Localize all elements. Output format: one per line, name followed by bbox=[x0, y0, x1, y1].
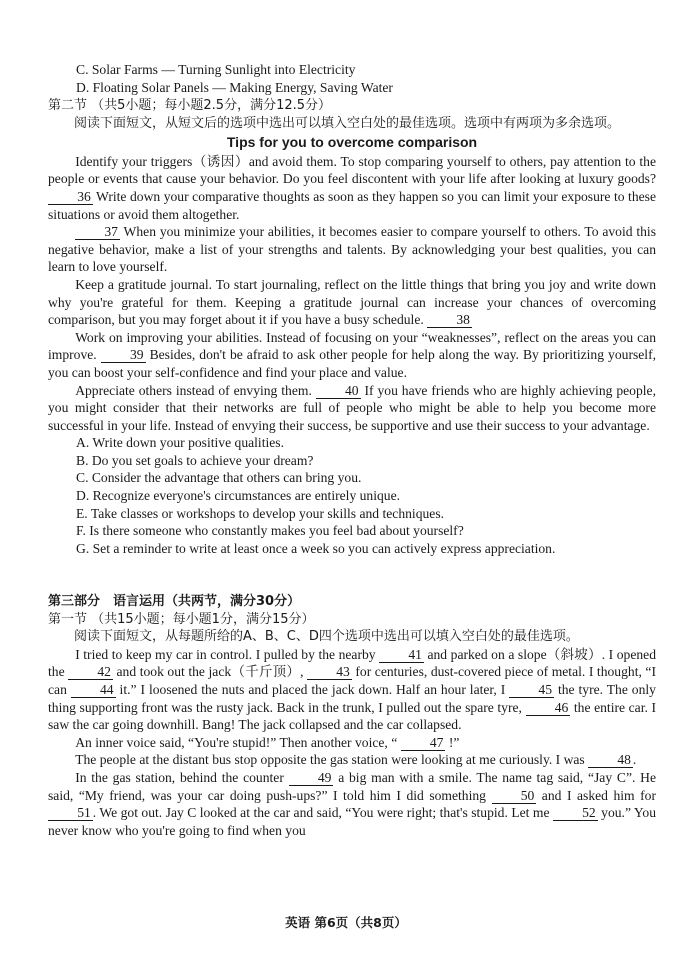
option-g: G. Set a reminder to write at least once a week so you can actively express appreciation. bbox=[76, 540, 556, 556]
blank-51[interactable]: 51 bbox=[48, 806, 93, 821]
option-c: C. Solar Farms — Turning Sunlight into Electricity bbox=[76, 62, 356, 77]
section-heading: 第一节 （共15小题；每小题1分，满分15分） bbox=[48, 611, 315, 627]
blank-45[interactable]: 45 bbox=[509, 683, 554, 698]
option-a: A. Write down your positive qualities. bbox=[76, 435, 284, 451]
option-d: D. Floating Solar Panels — Making Energy, Saving Water bbox=[76, 79, 393, 95]
blank-44[interactable]: 44 bbox=[71, 683, 116, 698]
option-c: C. Consider the advantage that others can bring you. bbox=[76, 470, 362, 486]
page-footer: 英语 第6页（共8页） bbox=[285, 915, 407, 930]
blank-39[interactable]: 39 bbox=[101, 348, 146, 363]
option-f: F. Is there someone who constantly makes you feel bad about yourself? bbox=[76, 523, 464, 539]
section-instruction: 阅读下面短文，从每题所给的A、B、C、D四个选项中选出可以填入空白处的最佳选项。 bbox=[74, 629, 579, 645]
reading-options-tail bbox=[48, 61, 656, 96]
section-2 bbox=[48, 97, 656, 557]
part-heading: 第三部分 语言运用（共两节，满分30分） bbox=[48, 594, 301, 609]
section-instruction: 阅读下面短文，从短文后的选项中选出可以填入空白处的最佳选项。选项中有两项为多余选项。 bbox=[74, 115, 621, 131]
blank-46[interactable]: 46 bbox=[526, 701, 571, 716]
paragraph: Keep a gratitude journal. To start journaling, reflect on the little things that bring you joy and write down why you're grateful for them. Keeping a gratitude journal can increase your chances of overcoming comparison, but you may forget about it if you have a busy schedule. 38 bbox=[48, 276, 656, 328]
paragraph: In the gas station, behind the counter 49 a big man with a smile. The name tag said, “Jay C”. He said, “My friend, was your car doing push-ups?” I told him I did something 50 and I asked him for 51 . We got out. Jay C looked at the car and said, “You were right; that's stupid. Let me 52 you.” You never know who you're going to find when you bbox=[48, 769, 656, 838]
blank-49[interactable]: 49 bbox=[289, 771, 334, 786]
option-e: E. Take classes or workshops to develop your skills and techniques. bbox=[76, 505, 445, 521]
option-b: B. Do you set goals to achieve your dream? bbox=[76, 452, 314, 468]
paragraph: 37 When you minimize your abilities, it becomes easier to compare yourself to others. To avoid this negative behavior, make a list of your strengths and talents. By acknowledging your best qualities, you can learn to love yourself. bbox=[48, 224, 656, 275]
paragraph: Work on improving your abilities. Instead of focusing on your “weaknesses”, reflect on the areas you can improve. 39 Besides, don't be afraid to ask other people for help along the way. By prioritizing yourself, you can boost your self-confidence and find your place and value. bbox=[48, 329, 656, 380]
paragraph: Appreciate others instead of envying them. 40 If you have friends who are highly achieving people, you might consider that their networks are full of people who might be able to help you become more successful in your life. Instead of envying their success, be supportive and use their success to your advantage. bbox=[48, 382, 656, 433]
blank-36[interactable]: 36 bbox=[48, 190, 93, 205]
paragraph: I tried to keep my car in control. I pulled by the nearby 41 and parked on a slope（斜坡）. I opened the 42 and took out the jack（千斤顶）, 43 for centuries, dust-covered piece of metal. I thought, “I can 44 it.” I loosened the nuts and placed the jack down. Half an hour later, I 45 the tyre. The only thing supporting front was the rusty jack. Back in the trunk, I pulled out the spare tyre, 46 the entire car. I saw the car going downhill. Bang! The jack collapsed and the car collapsed. bbox=[48, 646, 657, 733]
part-3 bbox=[48, 593, 656, 839]
blank-37[interactable]: 37 bbox=[75, 225, 120, 240]
passage-title: Tips for you to overcome comparison bbox=[226, 134, 478, 151]
paragraph: The people at the distant bus stop opposite the gas station were looking at me curiously. I was 48 . bbox=[75, 752, 637, 768]
blank-41[interactable]: 41 bbox=[379, 648, 424, 663]
blank-38[interactable]: 38 bbox=[427, 313, 472, 328]
section-heading: 第二节 （共5小题；每小题2.5分，满分12.5分） bbox=[48, 98, 332, 113]
option-d: D. Recognize everyone's circumstances are entirely unique. bbox=[76, 488, 401, 504]
paragraph: Identify your triggers（诱因）and avoid them. To stop comparing yourself to others, pay attention to the people or events that cause your behavior. Do you feel discontent with your life after looking at luxury goods? 36 Write down your comparative thoughts as soon as they happen so you can limit your exposure to these situations or avoid them altogether. bbox=[48, 153, 656, 222]
blank-50[interactable]: 50 bbox=[492, 789, 537, 804]
blank-40[interactable]: 40 bbox=[316, 384, 361, 399]
blank-43[interactable]: 43 bbox=[307, 665, 352, 680]
blank-42[interactable]: 42 bbox=[68, 665, 113, 680]
blank-47[interactable]: 47 bbox=[401, 736, 446, 751]
paragraph: An inner voice said, “You're stupid!” Then another voice, “ 47 !” bbox=[75, 734, 460, 750]
blank-48[interactable]: 48 bbox=[588, 753, 633, 768]
blank-52[interactable]: 52 bbox=[553, 806, 598, 821]
